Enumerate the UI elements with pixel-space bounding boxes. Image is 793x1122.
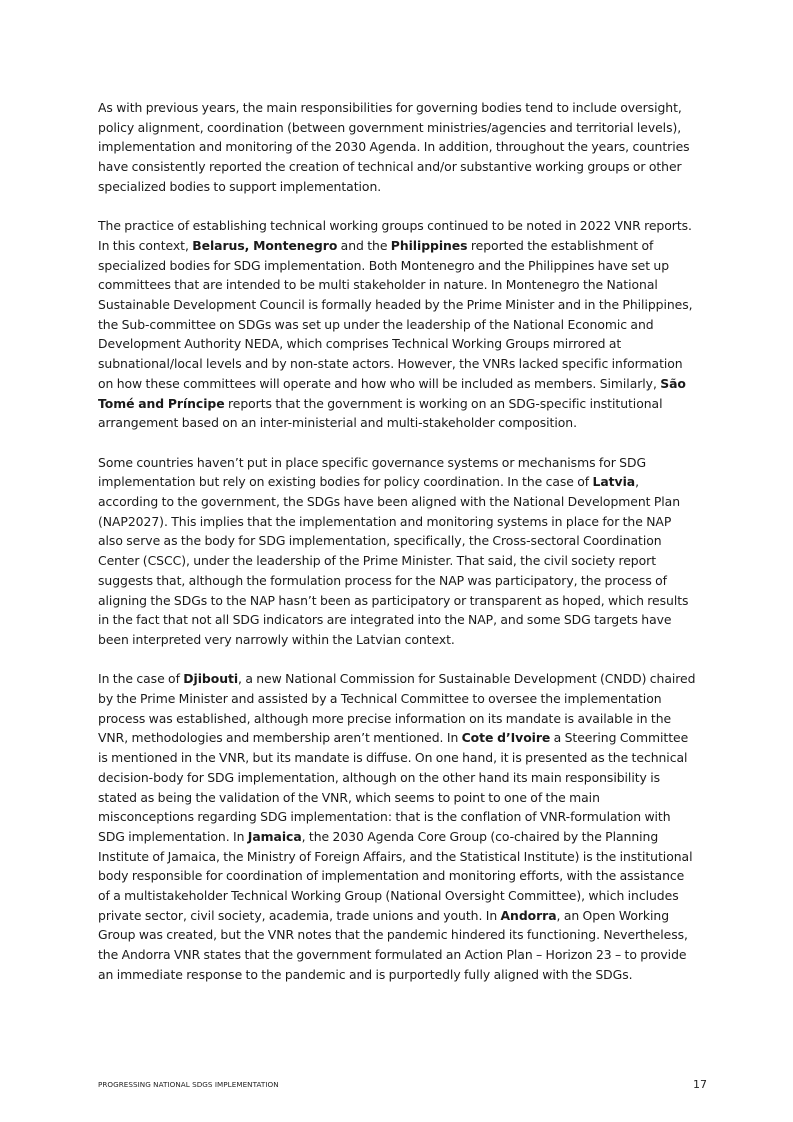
text-run: and the: [337, 237, 391, 253]
text-run: , according to the government, the SDGs have been aligned with the National Development Plan (NAP2027). This implies that the implementation and monitoring systems in place for the NAP also serve as the body for SDG implementation, specifically, the Cross-sectoral Coordination Center (CSCC), under the leadership of the Prime Minister. That said, the civil society report suggests that, although the formulation process for the NAP was participatory, the process of aligning the SDGs to the NAP hasn’t been as participatory or transparent as hoped, which results in the fact that not all SDG indicators are integrated into the NAP, and some SDG targets have been interpreted very narrowly within the Latvian context.: [98, 474, 689, 647]
text-run: In the case of: [98, 671, 184, 687]
text-run: , an Open Working Group was created, but the VNR notes that the pandemic hindered its functioning. Nevertheless, the Andorra VNR states that the government formulated an Action Plan – Horizon 23 – to provide an immediate response to the pandemic and is purportedly fully aligned with the SDGs.: [98, 907, 688, 982]
country-highlight: Andorra: [500, 907, 557, 923]
text-run: reports that the government is working on an SDG-specific institutional arrangement based on an inter-ministerial and multi-stakeholder composition.: [98, 395, 663, 431]
country-highlight: São Tomé and Príncipe: [98, 375, 686, 411]
paragraph-country-cases: [98, 669, 698, 984]
country-highlight: Djibouti: [183, 671, 239, 687]
text-run: , the 2030 Agenda Core Group (co-chaired by the Planning Institute of Jamaica, the Ministry of Foreign Affairs, and the Statistical Institute) is the institutional body responsible for coordination of implementation and monitoring efforts, with the assistance of a multistakeholder Technical Working Group (National Oversight Committee), which includes private sector, civil society, academia, trade unions and youth. In: [98, 828, 693, 923]
text-run: reported the establishment of specialized bodies for SDG implementation. Both Montenegro and the Philippines have set up committees that are intended to be multi stakeholder in nature. In Montenegro the National Sustainable Development Council is formally headed by the Prime Minister and in the Philippines, the Sub-committee on SDGs was set up under the leadership of the National Economic and Development Authority NEDA, which comprises Technical Working Groups mirrored at subnational/local levels and by non-state actors. However, the VNRs lacked specific information on how these committees will operate and how who will be included as members. Similarly,: [98, 237, 693, 391]
country-highlight: Belarus, Montenegro: [192, 237, 338, 253]
text-run: , a new National Commission for Sustainable Development (CNDD) chaired by the Prime Minister and assisted by a Technical Committee to oversee the implementation process was established, although more precise information on its mandate is available in the VNR, methodologies and membership aren’t mentioned. In: [98, 671, 696, 746]
text-run: Some countries haven’t put in place specific governance systems or mechanisms for SDG implementation but rely on existing bodies for policy coordination. In the case of: [98, 454, 647, 490]
text-run: The practice of establishing technical working groups continued to be noted in 2022 VNR reports. In this context,: [98, 218, 692, 253]
paragraph-existing-bodies: [98, 453, 698, 650]
country-highlight: Cote d’Ivoire: [461, 730, 551, 746]
paragraph-technical-working-groups: [98, 216, 698, 433]
country-highlight: Jamaica: [247, 828, 302, 844]
paragraph-governing-bodies: [98, 98, 698, 197]
text-run: a Steering Committee is mentioned in the VNR, but its mandate is diffuse. On one hand, it is presented as the technical decision-body for SDG implementation, although on the other hand its main responsibility is stated as being the validation of the VNR, which seems to point to one of the main misconceptions regarding SDG implementation: that is the conflation of VNR-formulation with SDG implementation. In: [98, 730, 689, 844]
page-number: 17: [693, 1078, 707, 1091]
country-highlight: Latvia: [592, 474, 636, 490]
country-highlight: Philippines: [390, 237, 468, 253]
text-run: As with previous years, the main responsibilities for governing bodies tend to include oversight, policy alignment, coordination (between government ministries/agencies and territorial levels), implementation and monitoring of the 2030 Agenda. In addition, throughout the years, countries have consistently reported the creation of technical and/or substantive working groups or other specialized bodies to support implementation.: [98, 100, 690, 194]
footer-running-title: PROGRESSING NATIONAL SDGS IMPLEMENTATION: [98, 1080, 279, 1089]
body-text: [98, 98, 698, 1004]
